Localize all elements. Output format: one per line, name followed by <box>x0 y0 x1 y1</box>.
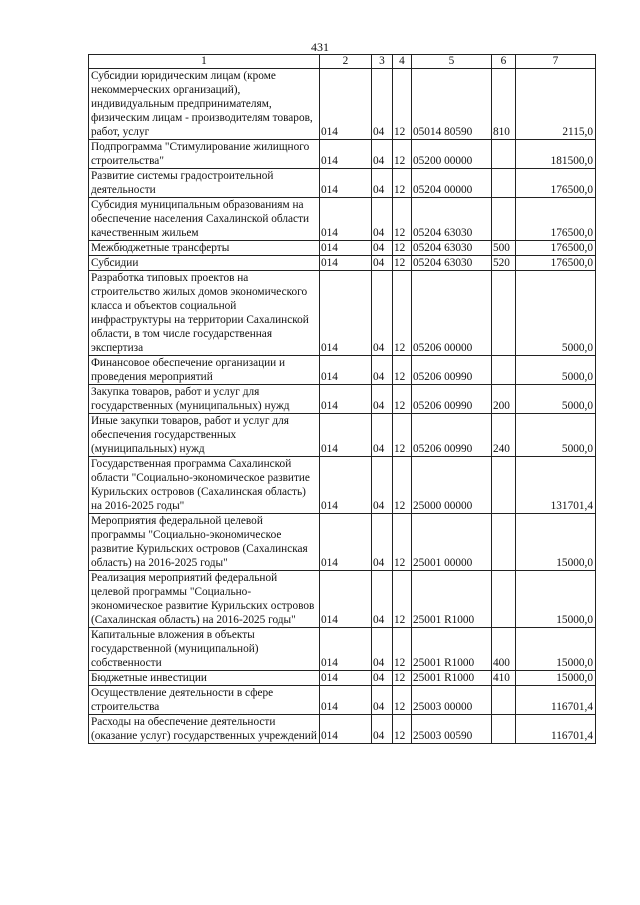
program-code-cell: 25001 R1000 <box>412 671 492 686</box>
section-code-cell: 04 <box>372 271 393 356</box>
section-code-cell: 04 <box>372 514 393 571</box>
table-row <box>89 414 596 457</box>
table-header <box>89 55 596 69</box>
table-row <box>89 671 596 686</box>
subsection-code-cell: 12 <box>393 69 412 140</box>
program-code-cell: 25003 00000 <box>412 686 492 715</box>
program-code-cell: 25003 00590 <box>412 715 492 744</box>
program-code-cell: 25001 R1000 <box>412 571 492 628</box>
section-code-cell: 04 <box>372 69 393 140</box>
table-row <box>89 140 596 169</box>
section-code-cell: 04 <box>372 715 393 744</box>
row-name-cell: Мероприятия федеральной целевой программы "Социально-экономическое развитие Курильских островов (Сахалинская область) на 2016-2025 годы" <box>89 514 320 571</box>
subsection-code-cell: 12 <box>393 385 412 414</box>
ministry-code-cell: 014 <box>320 385 372 414</box>
subsection-code-cell: 12 <box>393 241 412 256</box>
amount-cell: 5000,0 <box>516 414 596 457</box>
program-code-cell: 25001 R1000 <box>412 628 492 671</box>
row-name-cell: Закупка товаров, работ и услуг для государственных (муниципальных) нужд <box>89 385 320 414</box>
program-code-cell: 05206 00990 <box>412 385 492 414</box>
ministry-code-cell: 014 <box>320 514 372 571</box>
subsection-code-cell: 12 <box>393 140 412 169</box>
expense-type-cell: 520 <box>492 256 516 271</box>
program-code-cell: 05204 00000 <box>412 169 492 198</box>
table-row <box>89 715 596 744</box>
amount-cell: 15000,0 <box>516 571 596 628</box>
row-name-cell: Иные закупки товаров, работ и услуг для обеспечения государственных (муниципальных) нужд <box>89 414 320 457</box>
program-code-cell: 05206 00990 <box>412 356 492 385</box>
amount-cell: 15000,0 <box>516 514 596 571</box>
row-name-cell: Капитальные вложения в объекты государственной (муниципальной) собственности <box>89 628 320 671</box>
table-row <box>89 356 596 385</box>
section-code-cell: 04 <box>372 671 393 686</box>
amount-cell: 5000,0 <box>516 385 596 414</box>
amount-cell: 15000,0 <box>516 628 596 671</box>
expense-type-cell: 810 <box>492 69 516 140</box>
subsection-code-cell: 12 <box>393 671 412 686</box>
amount-cell: 176500,0 <box>516 256 596 271</box>
header-cell: 1 <box>89 55 320 69</box>
expense-type-cell: 240 <box>492 414 516 457</box>
expense-type-cell <box>492 514 516 571</box>
subsection-code-cell: 12 <box>393 256 412 271</box>
table-row <box>89 457 596 514</box>
row-name-cell: Развитие системы градостроительной деятельности <box>89 169 320 198</box>
header-cell: 5 <box>412 55 492 69</box>
ministry-code-cell: 014 <box>320 271 372 356</box>
ministry-code-cell: 014 <box>320 671 372 686</box>
row-name-cell: Субсидии <box>89 256 320 271</box>
expense-type-cell: 500 <box>492 241 516 256</box>
header-row <box>89 55 596 69</box>
subsection-code-cell: 12 <box>393 169 412 198</box>
table-row <box>89 271 596 356</box>
program-code-cell: 05014 80590 <box>412 69 492 140</box>
expense-type-cell: 410 <box>492 671 516 686</box>
header-cell: 7 <box>516 55 596 69</box>
table-row <box>89 628 596 671</box>
table-row <box>89 169 596 198</box>
program-code-cell: 25001 00000 <box>412 514 492 571</box>
expense-type-cell: 400 <box>492 628 516 671</box>
row-name-cell: Бюджетные инвестиции <box>89 671 320 686</box>
ministry-code-cell: 014 <box>320 69 372 140</box>
amount-cell: 116701,4 <box>516 715 596 744</box>
amount-cell: 176500,0 <box>516 241 596 256</box>
ministry-code-cell: 014 <box>320 628 372 671</box>
expense-type-cell: 200 <box>492 385 516 414</box>
expense-type-cell <box>492 140 516 169</box>
row-name-cell: Субсидия муниципальным образованиям на обеспечение населения Сахалинской области качественным жильем <box>89 198 320 241</box>
row-name-cell: Разработка типовых проектов на строительство жилых домов экономического класса и объектов социальной инфраструктуры на территории Сахалинской области, в том числе государственная экспертиза <box>89 271 320 356</box>
ministry-code-cell: 014 <box>320 715 372 744</box>
program-code-cell: 05206 00990 <box>412 414 492 457</box>
ministry-code-cell: 014 <box>320 457 372 514</box>
subsection-code-cell: 12 <box>393 457 412 514</box>
header-cell: 6 <box>492 55 516 69</box>
ministry-code-cell: 014 <box>320 241 372 256</box>
section-code-cell: 04 <box>372 628 393 671</box>
program-code-cell: 05204 63030 <box>412 256 492 271</box>
ministry-code-cell: 014 <box>320 414 372 457</box>
amount-cell: 5000,0 <box>516 271 596 356</box>
subsection-code-cell: 12 <box>393 628 412 671</box>
expense-type-cell <box>492 356 516 385</box>
section-code-cell: 04 <box>372 241 393 256</box>
expense-type-cell <box>492 198 516 241</box>
section-code-cell: 04 <box>372 414 393 457</box>
ministry-code-cell: 014 <box>320 356 372 385</box>
budget-table <box>88 54 596 744</box>
program-code-cell: 05204 63030 <box>412 198 492 241</box>
section-code-cell: 04 <box>372 571 393 628</box>
ministry-code-cell: 014 <box>320 256 372 271</box>
table-row <box>89 241 596 256</box>
section-code-cell: 04 <box>372 169 393 198</box>
expense-type-cell <box>492 571 516 628</box>
amount-cell: 2115,0 <box>516 69 596 140</box>
program-code-cell: 05200 00000 <box>412 140 492 169</box>
subsection-code-cell: 12 <box>393 271 412 356</box>
amount-cell: 181500,0 <box>516 140 596 169</box>
amount-cell: 5000,0 <box>516 356 596 385</box>
expense-type-cell <box>492 169 516 198</box>
table-row <box>89 256 596 271</box>
table-row <box>89 69 596 140</box>
ministry-code-cell: 014 <box>320 140 372 169</box>
row-name-cell: Подпрограмма "Стимулирование жилищного строительства" <box>89 140 320 169</box>
section-code-cell: 04 <box>372 356 393 385</box>
expense-type-cell <box>492 715 516 744</box>
ministry-code-cell: 014 <box>320 198 372 241</box>
header-cell: 2 <box>320 55 372 69</box>
section-code-cell: 04 <box>372 140 393 169</box>
table-body <box>89 69 596 744</box>
row-name-cell: Межбюджетные трансферты <box>89 241 320 256</box>
table-row <box>89 198 596 241</box>
subsection-code-cell: 12 <box>393 198 412 241</box>
program-code-cell: 05206 00000 <box>412 271 492 356</box>
amount-cell: 116701,4 <box>516 686 596 715</box>
subsection-code-cell: 12 <box>393 571 412 628</box>
subsection-code-cell: 12 <box>393 356 412 385</box>
subsection-code-cell: 12 <box>393 514 412 571</box>
table-row <box>89 686 596 715</box>
header-cell: 4 <box>393 55 412 69</box>
section-code-cell: 04 <box>372 198 393 241</box>
row-name-cell: Реализация мероприятий федеральной целевой программы "Социально-экономическое развитие Курильских островов (Сахалинская область) на 2016-2025 годы" <box>89 571 320 628</box>
section-code-cell: 04 <box>372 457 393 514</box>
expense-type-cell <box>492 271 516 356</box>
subsection-code-cell: 12 <box>393 686 412 715</box>
subsection-code-cell: 12 <box>393 715 412 744</box>
ministry-code-cell: 014 <box>320 169 372 198</box>
header-cell: 3 <box>372 55 393 69</box>
table-row <box>89 514 596 571</box>
subsection-code-cell: 12 <box>393 414 412 457</box>
row-name-cell: Расходы на обеспечение деятельности (оказание услуг) государственных учреждений <box>89 715 320 744</box>
section-code-cell: 04 <box>372 686 393 715</box>
expense-type-cell <box>492 457 516 514</box>
row-name-cell: Осуществление деятельности в сфере строительства <box>89 686 320 715</box>
program-code-cell: 25000 00000 <box>412 457 492 514</box>
table-row <box>89 385 596 414</box>
page-number: 431 <box>311 40 329 54</box>
program-code-cell: 05204 63030 <box>412 241 492 256</box>
ministry-code-cell: 014 <box>320 686 372 715</box>
amount-cell: 176500,0 <box>516 198 596 241</box>
row-name-cell: Субсидии юридическим лицам (кроме некоммерческих организаций), индивидуальным предпринимателям, физическим лицам - производителям товаров, работ, услуг <box>89 69 320 140</box>
amount-cell: 176500,0 <box>516 169 596 198</box>
row-name-cell: Финансовое обеспечение организации и проведения мероприятий <box>89 356 320 385</box>
section-code-cell: 04 <box>372 385 393 414</box>
amount-cell: 131701,4 <box>516 457 596 514</box>
table-row <box>89 571 596 628</box>
ministry-code-cell: 014 <box>320 571 372 628</box>
row-name-cell: Государственная программа Сахалинской области "Социально-экономическое развитие Курильских островов (Сахалинская область) на 2016-2025 годы" <box>89 457 320 514</box>
amount-cell: 15000,0 <box>516 671 596 686</box>
section-code-cell: 04 <box>372 256 393 271</box>
expense-type-cell <box>492 686 516 715</box>
